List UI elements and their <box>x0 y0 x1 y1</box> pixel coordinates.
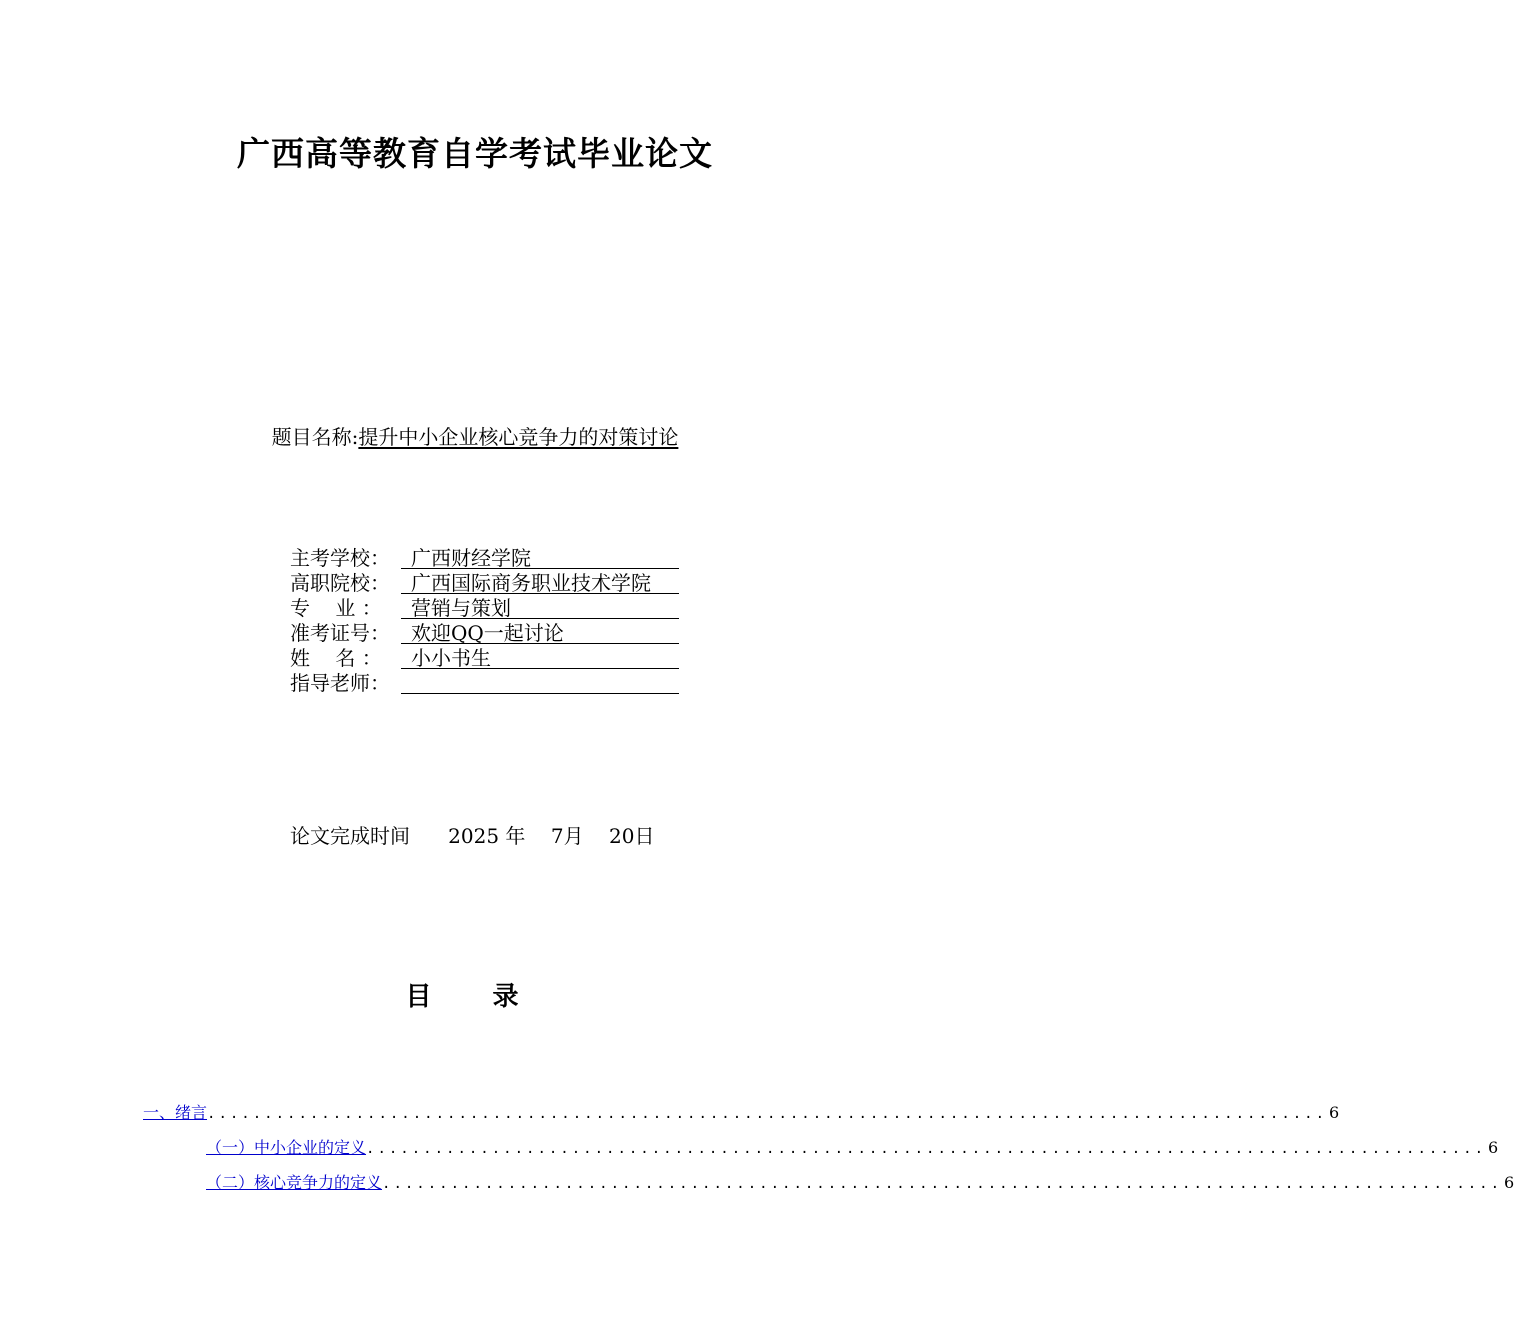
info-value: 广西国际商务职业技术学院 <box>401 571 679 594</box>
info-row-name <box>290 646 690 671</box>
info-value: 广西财经学院 <box>401 546 679 569</box>
topic-value: 提升中小企业核心竞争力的对策讨论 <box>358 425 679 449</box>
info-label: 主考学校： <box>290 546 390 570</box>
info-label: 专 业 ： <box>290 596 382 620</box>
info-value <box>401 671 679 694</box>
toc-leader: .................................................................................................. <box>207 1106 1328 1122</box>
completion-month-unit: 月 <box>563 824 584 848</box>
toc-entry <box>143 1170 1514 1205</box>
info-value: 小小书生 <box>401 646 679 669</box>
info-label: 姓 名 ： <box>290 646 382 670</box>
topic-label: 题目名称: <box>271 425 359 449</box>
toc-link[interactable]: （二）核心竞争力的定义 <box>206 1173 383 1192</box>
info-label: 高职院校： <box>290 571 390 595</box>
info-row-college <box>290 571 690 596</box>
toc-entry <box>143 1135 1499 1170</box>
info-row-major <box>290 596 690 621</box>
completion-day: 20 <box>609 824 635 848</box>
document-title: 广西高等教育自学考试毕业论文 <box>237 134 713 173</box>
info-block <box>290 546 690 696</box>
topic-line <box>0 421 950 450</box>
completion-year: 2025 <box>448 824 500 848</box>
info-value: 欢迎QQ一起讨论 <box>401 621 679 644</box>
completion-date <box>290 820 654 849</box>
completion-month: 7 <box>550 824 564 848</box>
completion-year-unit: 年 <box>505 824 526 848</box>
table-of-contents <box>143 1100 1514 1205</box>
toc-page-number: 6 <box>1488 1138 1499 1157</box>
toc-link[interactable]: 一、绪言 <box>143 1103 208 1122</box>
completion-day-unit: 日 <box>634 824 655 848</box>
toc-page-number: 6 <box>1329 1103 1340 1122</box>
toc-title: 目 录 <box>405 982 545 1012</box>
completion-label: 论文完成时间 <box>290 824 410 848</box>
toc-leader: .................................................................................................. <box>382 1176 1503 1192</box>
info-row-advisor <box>290 671 690 696</box>
info-label: 指导老师： <box>290 671 390 695</box>
toc-entry <box>143 1100 1340 1135</box>
toc-page-number: 6 <box>1504 1173 1514 1192</box>
info-row-exam-id <box>290 621 690 646</box>
info-label: 准考证号： <box>290 621 390 645</box>
info-row-school <box>290 546 690 571</box>
info-value: 营销与策划 <box>401 596 679 619</box>
toc-link[interactable]: （一）中小企业的定义 <box>206 1138 367 1157</box>
toc-leader: .................................................................................................. <box>366 1141 1487 1157</box>
